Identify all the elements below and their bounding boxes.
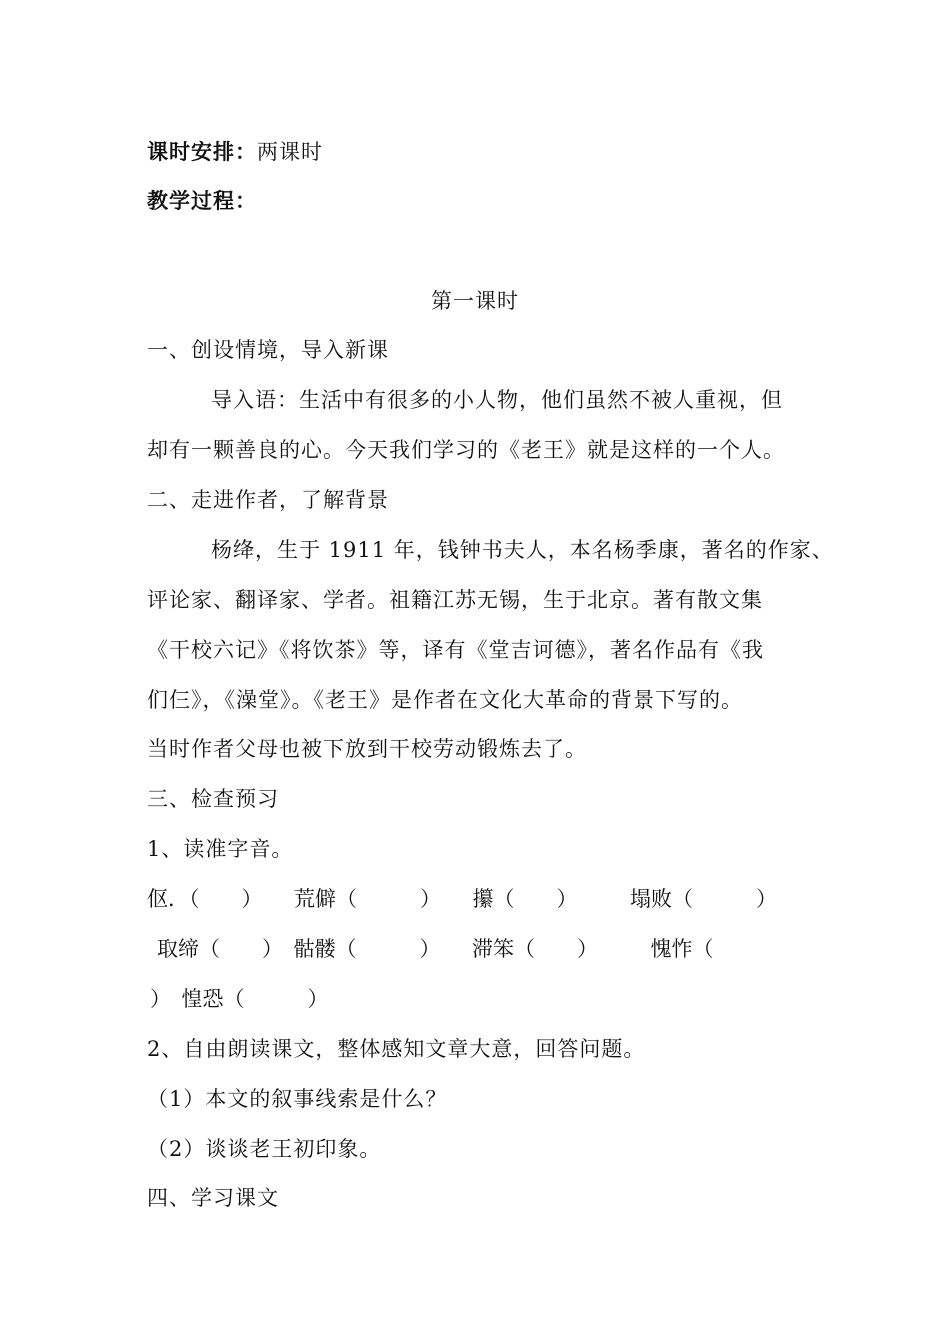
section4-heading: 四、学习课文 [147,1186,279,1210]
section1-paragraph-line2: 却有一颗善良的心。今天我们学习的《老王》就是这样的一个人。 [147,438,785,462]
section2-paragraph-line2: 评论家、翻译家、学者。祖籍江苏无锡，生于北京。著有散文集 [147,588,763,612]
section1-paragraph-line1: 导入语：生活中有很多的小人物，他们虽然不被人重视，但 [211,388,783,412]
schedule-line [147,138,323,166]
section2-paragraph-line4: 们仨》，《澡堂》。《老王》是作者在文化大革命的背景下写的。 [147,688,743,712]
item1-read-pronunciation: 1、读准字音。 [147,837,294,861]
process-label: 教学过程： [147,189,257,213]
section2-heading: 二、走进作者，了解背景 [147,488,389,512]
question-1: （1）本文的叙事线索是什么？ [147,1087,448,1111]
lesson-title: 第一课时 [431,289,519,313]
pinyin-row-1: 伛．（ ） 荒僻（ ） 攥（ ） 塌败（ ） [147,887,777,911]
schedule-label: 课时安排： [147,140,257,164]
pinyin-row-3: ） 惶恐（ ） [150,987,329,1011]
section3-heading: 三、检查预习 [147,787,279,811]
question-2: （2）谈谈老王初印象。 [147,1137,382,1161]
section2-paragraph-line1: 杨绛，生于 1911 年，钱钟书夫人，本名杨季康，著名的作家、 [211,538,834,562]
section1-heading: 一、创设情境，导入新课 [147,338,389,362]
pinyin-row-2: 取缔（ ） 骷髅（ ） 滞笨（ ） 愧怍（ [157,937,714,961]
item2-read-aloud: 2、自由朗读课文，整体感知文章大意，回答问题。 [147,1037,646,1061]
section2-paragraph-line3: 《干校六记》《将饮茶》等，译有《堂吉诃德》，著名作品有《我 [147,638,764,662]
schedule-value: 两课时 [257,140,323,164]
section2-paragraph-line5: 当时作者父母也被下放到干校劳动锻炼去了。 [147,737,587,761]
